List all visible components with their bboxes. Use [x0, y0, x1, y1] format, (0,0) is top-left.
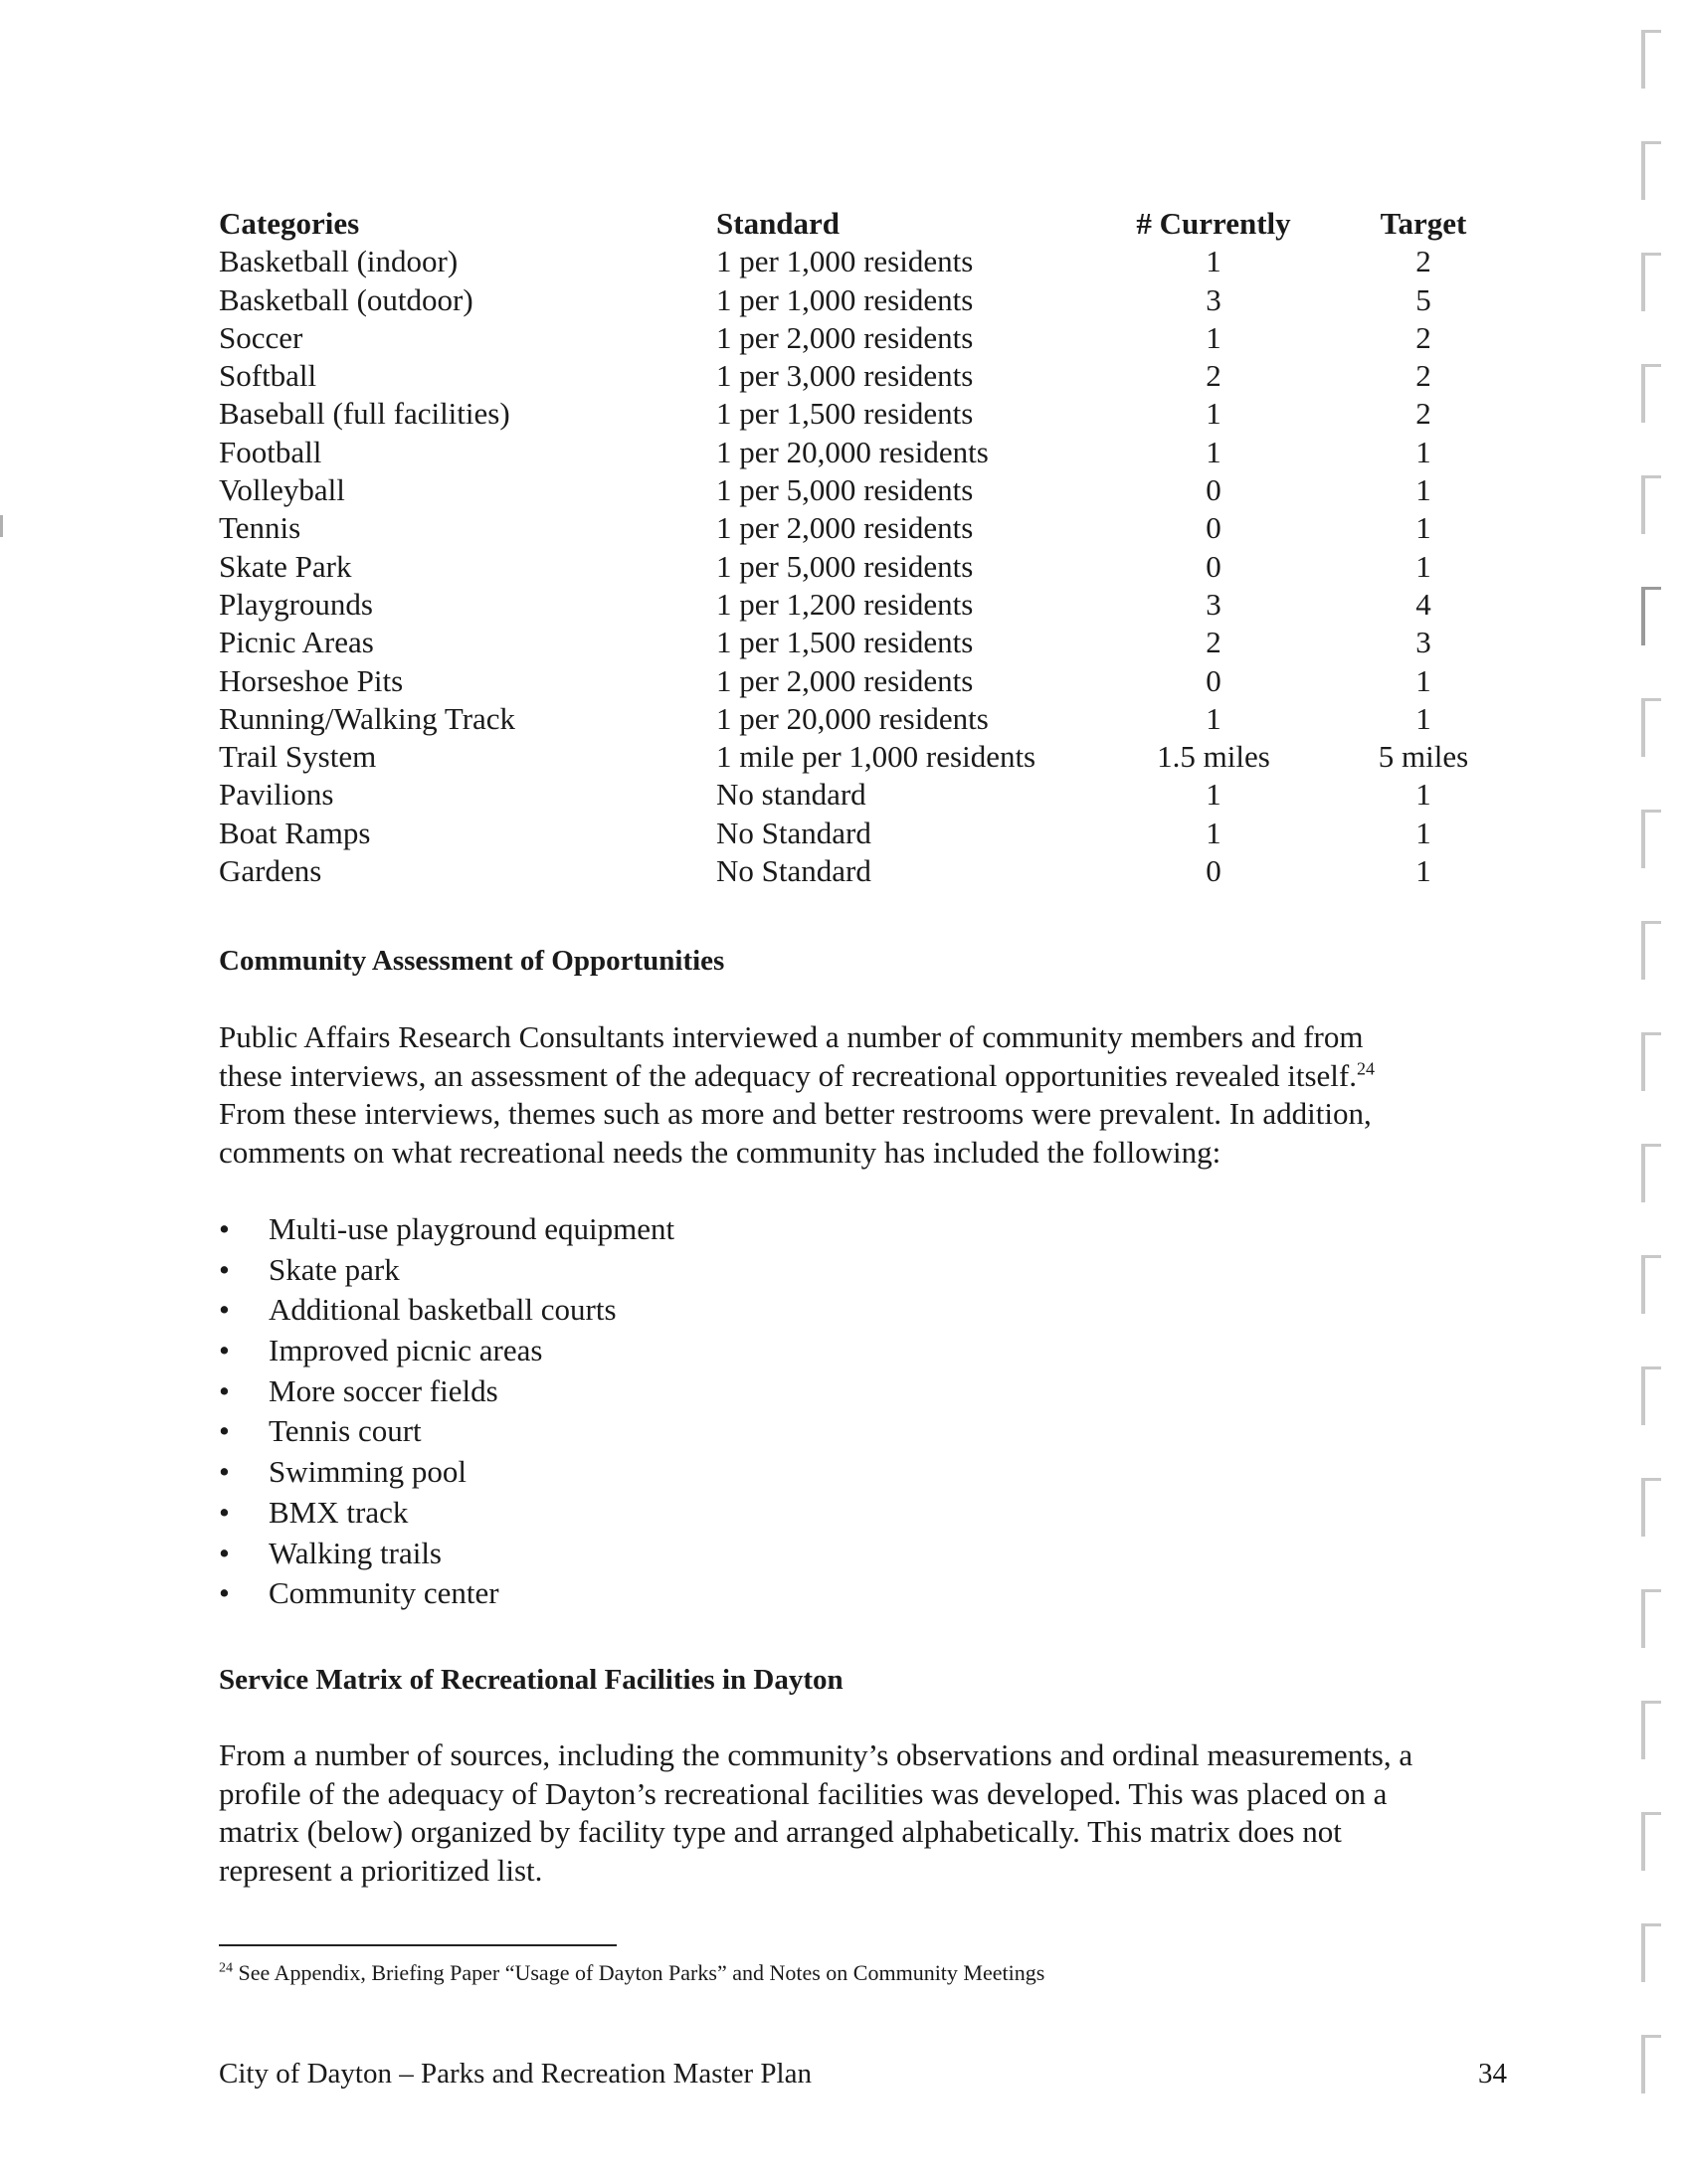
bullet-icon: •	[219, 1211, 230, 1246]
matrix-line-3: matrix (below) organized by facility type and arranged alphabetically. This matrix does not	[219, 1814, 1342, 1849]
table-row	[219, 662, 1534, 700]
cell-target: 1	[1415, 700, 1431, 736]
binder-tab-mark	[1641, 141, 1661, 200]
list-item	[219, 1493, 674, 1534]
cell-currently: 1	[1206, 244, 1221, 279]
table-row	[219, 395, 1534, 433]
cell-currently: 1	[1206, 319, 1221, 355]
list-item	[219, 1209, 674, 1250]
cell-standard: No Standard	[716, 815, 871, 850]
cell-target: 1	[1415, 510, 1431, 546]
assessment-heading: Community Assessment of Opportunities	[219, 945, 725, 977]
binder-tab-mark	[1641, 1923, 1661, 1982]
cell-currently: 0	[1206, 853, 1221, 889]
assessment-line-3: From these interviews, themes such as more and better restrooms were prevalent. In addition,	[219, 1096, 1372, 1131]
facility-standards-table	[219, 205, 1534, 890]
cell-category: Trail System	[219, 739, 377, 775]
matrix-paragraph	[219, 1736, 1512, 1890]
cell-target: 1	[1415, 815, 1431, 850]
cell-standard: 1 per 5,000 residents	[716, 472, 974, 508]
cell-category: Boat Ramps	[219, 815, 371, 850]
cell-standard: 1 per 3,000 residents	[716, 358, 974, 394]
cell-category: Picnic Areas	[219, 625, 374, 660]
bullet-icon: •	[219, 1413, 230, 1449]
cell-target: 1	[1415, 548, 1431, 584]
cell-target: 2	[1415, 319, 1431, 355]
matrix-line-1: From a number of sources, including the community’s observations and ordinal measurements, a	[219, 1737, 1413, 1772]
table-row	[219, 700, 1534, 738]
bullet-icon: •	[219, 1251, 230, 1287]
bullet-icon: •	[219, 1292, 230, 1328]
table-header-row	[219, 205, 1534, 243]
cell-category: Baseball (full facilities)	[219, 396, 510, 432]
assessment-line-1: Public Affairs Research Consultants interviewed a number of community members and from	[219, 1019, 1364, 1054]
cell-standard: 1 per 20,000 residents	[716, 434, 989, 469]
cell-category: Basketball (indoor)	[219, 244, 459, 279]
binder-tab-mark	[1641, 1032, 1661, 1091]
bullet-icon: •	[219, 1535, 230, 1570]
cell-category: Football	[219, 434, 322, 469]
binder-tab-mark	[1641, 30, 1661, 89]
cell-target: 4	[1415, 586, 1431, 622]
cell-standard: 1 per 20,000 residents	[716, 700, 989, 736]
footnote-number: 24	[219, 1960, 233, 1976]
cell-standard: 1 per 5,000 residents	[716, 548, 974, 584]
binder-tab-mark	[1641, 921, 1661, 980]
table-row	[219, 281, 1534, 319]
bullet-icon: •	[219, 1575, 230, 1611]
cell-currently: 0	[1206, 548, 1221, 584]
table-row	[219, 243, 1534, 280]
bullet-icon: •	[219, 1333, 230, 1368]
cell-category: Running/Walking Track	[219, 700, 516, 736]
needs-bullet-list	[219, 1209, 674, 1614]
cell-category: Soccer	[219, 319, 303, 355]
cell-currently: 2	[1206, 358, 1221, 394]
list-item-text: Improved picnic areas	[269, 1333, 543, 1368]
bullet-icon: •	[219, 1372, 230, 1408]
list-item-text: Tennis court	[269, 1413, 422, 1449]
cell-currently: 2	[1206, 625, 1221, 660]
cell-standard: No Standard	[716, 853, 871, 889]
list-item-text: Skate park	[269, 1251, 400, 1287]
list-item	[219, 1371, 674, 1412]
table-row	[219, 624, 1534, 661]
list-item	[219, 1250, 674, 1291]
cell-target: 2	[1415, 244, 1431, 279]
cell-target: 3	[1415, 625, 1431, 660]
binder-tab-mark	[1641, 1589, 1661, 1648]
binder-tab-mark	[1641, 1255, 1661, 1314]
cell-category: Volleyball	[219, 472, 345, 508]
cell-currently: 1	[1206, 815, 1221, 850]
list-item	[219, 1331, 674, 1371]
cell-category: Pavilions	[219, 777, 334, 813]
binder-tab-mark	[1641, 253, 1661, 311]
binder-tab-mark	[1641, 1701, 1661, 1759]
cell-currently: 1.5 miles	[1157, 739, 1270, 775]
cell-category: Tennis	[219, 510, 301, 546]
matrix-heading: Service Matrix of Recreational Facilities in Dayton	[219, 1664, 844, 1696]
cell-currently: 1	[1206, 700, 1221, 736]
cell-category: Softball	[219, 358, 317, 394]
table-row	[219, 586, 1534, 624]
binder-tab-mark	[1641, 1366, 1661, 1425]
footnote-reference: 24	[1357, 1058, 1375, 1079]
footnote	[219, 1959, 1044, 1987]
footnote-divider	[219, 1944, 617, 1946]
table-row	[219, 509, 1534, 547]
cell-currently: 1	[1206, 434, 1221, 469]
assessment-line-2: these interviews, an assessment of the adequacy of recreational opportunities revealed itself.	[219, 1057, 1357, 1093]
cell-category: Playgrounds	[219, 586, 373, 622]
cell-standard: 1 per 1,000 residents	[716, 281, 974, 317]
cell-standard: 1 per 1,200 residents	[716, 586, 974, 622]
cell-target: 1	[1415, 777, 1431, 813]
footer-title: City of Dayton – Parks and Recreation Master Plan	[219, 2058, 812, 2090]
list-item-text: BMX track	[269, 1494, 409, 1530]
table-body	[219, 243, 1534, 890]
cell-currently: 1	[1206, 396, 1221, 432]
header-target: Target	[1380, 206, 1467, 241]
assessment-line-4: comments on what recreational needs the community has included the following:	[219, 1134, 1221, 1170]
table-row	[219, 776, 1534, 814]
binder-tab-mark	[1641, 364, 1661, 423]
list-item-text: Community center	[269, 1575, 499, 1611]
cell-category: Skate Park	[219, 548, 352, 584]
bullet-icon: •	[219, 1454, 230, 1490]
binder-tab-mark	[1641, 1812, 1661, 1871]
cell-currently: 1	[1206, 777, 1221, 813]
list-item	[219, 1452, 674, 1493]
list-item-text: Swimming pool	[269, 1454, 467, 1490]
cell-standard: 1 per 1,500 residents	[716, 625, 974, 660]
assessment-paragraph	[219, 1018, 1512, 1172]
cell-currently: 0	[1206, 510, 1221, 546]
cell-standard: 1 per 2,000 residents	[716, 662, 974, 698]
list-item	[219, 1411, 674, 1452]
list-item	[219, 1290, 674, 1331]
table-row	[219, 357, 1534, 395]
cell-standard: No standard	[716, 777, 866, 813]
table-row	[219, 319, 1534, 357]
binder-tab-mark	[1641, 1144, 1661, 1202]
cell-standard: 1 per 1,000 residents	[716, 244, 974, 279]
cell-currently: 0	[1206, 662, 1221, 698]
cell-target: 1	[1415, 434, 1431, 469]
binder-tab-mark	[1641, 475, 1661, 534]
list-item	[219, 1534, 674, 1574]
cell-currently: 0	[1206, 472, 1221, 508]
cell-category: Basketball (outdoor)	[219, 281, 473, 317]
list-item-text: More soccer fields	[269, 1372, 498, 1408]
table-row	[219, 548, 1534, 586]
cell-target: 1	[1415, 662, 1431, 698]
cell-target: 1	[1415, 853, 1431, 889]
cell-standard: 1 per 1,500 residents	[716, 396, 974, 432]
table-row	[219, 471, 1534, 509]
matrix-line-4: represent a prioritized list.	[219, 1852, 543, 1888]
cell-target: 2	[1415, 358, 1431, 394]
cell-target: 5	[1415, 281, 1431, 317]
header-currently: # Currently	[1136, 206, 1291, 241]
cell-target: 5 miles	[1378, 739, 1469, 775]
cell-category: Horseshoe Pits	[219, 662, 404, 698]
binder-tab-mark	[1641, 587, 1661, 645]
cell-standard: 1 mile per 1,000 residents	[716, 739, 1036, 775]
page-number: 34	[1478, 2058, 1507, 2090]
binder-tab-mark	[1641, 698, 1661, 757]
table-row	[219, 434, 1534, 471]
header-categories: Categories	[219, 206, 360, 241]
table-row	[219, 852, 1534, 890]
list-item-text: Additional basketball courts	[269, 1292, 617, 1328]
table-row	[219, 815, 1534, 852]
list-item-text: Multi-use playground equipment	[269, 1211, 675, 1246]
left-edge-mark	[0, 515, 3, 537]
list-item	[219, 1573, 674, 1614]
footnote-text: See Appendix, Briefing Paper “Usage of Dayton Parks” and Notes on Community Meetings	[233, 1960, 1045, 1985]
binder-tab-mark	[1641, 2035, 1661, 2093]
bullet-icon: •	[219, 1494, 230, 1530]
cell-currently: 3	[1206, 586, 1221, 622]
cell-target: 1	[1415, 472, 1431, 508]
binder-tab-mark	[1641, 1478, 1661, 1537]
cell-target: 2	[1415, 396, 1431, 432]
header-standard: Standard	[716, 206, 841, 241]
table-row	[219, 738, 1534, 776]
cell-standard: 1 per 2,000 residents	[716, 510, 974, 546]
matrix-line-2: profile of the adequacy of Dayton’s recreational facilities was developed. This was placed on a	[219, 1775, 1388, 1811]
list-item-text: Walking trails	[269, 1535, 442, 1570]
cell-category: Gardens	[219, 853, 322, 889]
cell-standard: 1 per 2,000 residents	[716, 319, 974, 355]
cell-currently: 3	[1206, 281, 1221, 317]
binder-tab-mark	[1641, 810, 1661, 868]
